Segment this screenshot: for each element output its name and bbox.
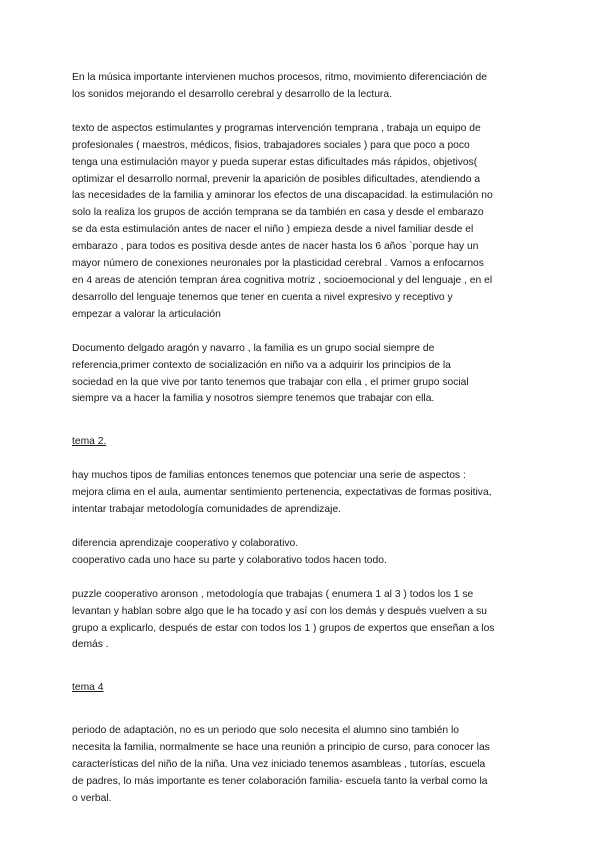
heading-tema-4: tema 4 <box>72 682 104 694</box>
paragraph-early-intervention: texto de aspectos estimulantes y programas intervención temprana , trabaja un equipo de profesionales ( maestros, médicos, fisios, trabajadores sociales ) para que poco a poco tenga una estimulación mayor y pueda superar estas dificultades más rápidos, objetivos( optimizar el desarrollo normal, prevenir la aparición de posibles dificultades, atendiendo a las necesidades de la familia y aminorar los efectos de una discapacidad. la estimulación no solo la realiza los grupos de acción temprana se da también en casa y desde el embarazo se da esta estimulación antes de nacer el niño ) empieza desde a nivel familiar desde el embarazo , para todos es positiva desde antes de nacer hasta los 6 años `porque hay un mayor número de conexiones neuronales por la plasticidad cerebral . Vamos a enfocarnos en 4 areas de atención tempran área cognitiva motriz , socioemocional y del lenguaje , en el desarrollo del lenguaje tenemos que tener en cuenta a nivel expresivo y receptivo y empezar a valorar la articulación <box>72 122 493 320</box>
paragraph-family-document: Documento delgado aragón y navarro , la familia es un grupo social siempre de referencia,primer contexto de socialización en niño va a adquirir los principios de la sociedad en la que vive por tanto tenemos que trabajar con ella , el primer grupo social siempre va a hacer la familia y nosotros siempre tenemos que trabajar con ella. <box>72 342 469 405</box>
paragraph-cooperative-collaborative: diferencia aprendizaje cooperativo y colaborativo. cooperativo cada uno hace su parte y colaborativo todos hacen todo. <box>72 537 387 566</box>
paragraph-puzzle-aronson: puzzle cooperativo aronson , metodología que trabajas ( enumera 1 al 3 ) todos los 1 se levantan y hablan sobre algo que le ha tocado y así con los demás y después vuelven a su grupo a explicarlo, después de estar con todos los 1 ) grupos de expertos que enseñan a los demás . <box>72 588 495 651</box>
document-page <box>72 70 532 808</box>
paragraph-family-types: hay muchos tipos de familias entonces tenemos que potenciar una serie de aspectos : mejora clima en el aula, aumentar sentimiento pertenencia, expectativas de formas positiva, intentar trabajar metodología comunidades de aprendizaje. <box>72 470 492 516</box>
paragraph-adaptation-period: periodo de adaptación, no es un periodo que solo necesita el alumno sino también lo necesita la familia, normalmente se hace una reunión a principio de curso, para conocer las características del niño de la niña. Una vez iniciado tenemos asambleas , tutorías, escuela de padres, lo más importante es tener colaboración familia- escuela tanto la verbal como la o verbal. <box>72 725 490 804</box>
heading-tema-2: tema 2. <box>72 436 107 448</box>
paragraph-music: En la música importante intervienen muchos procesos, ritmo, movimiento diferenciación de los sonidos mejorando el desarrollo cerebral y desarrollo de la lectura. <box>72 72 487 100</box>
